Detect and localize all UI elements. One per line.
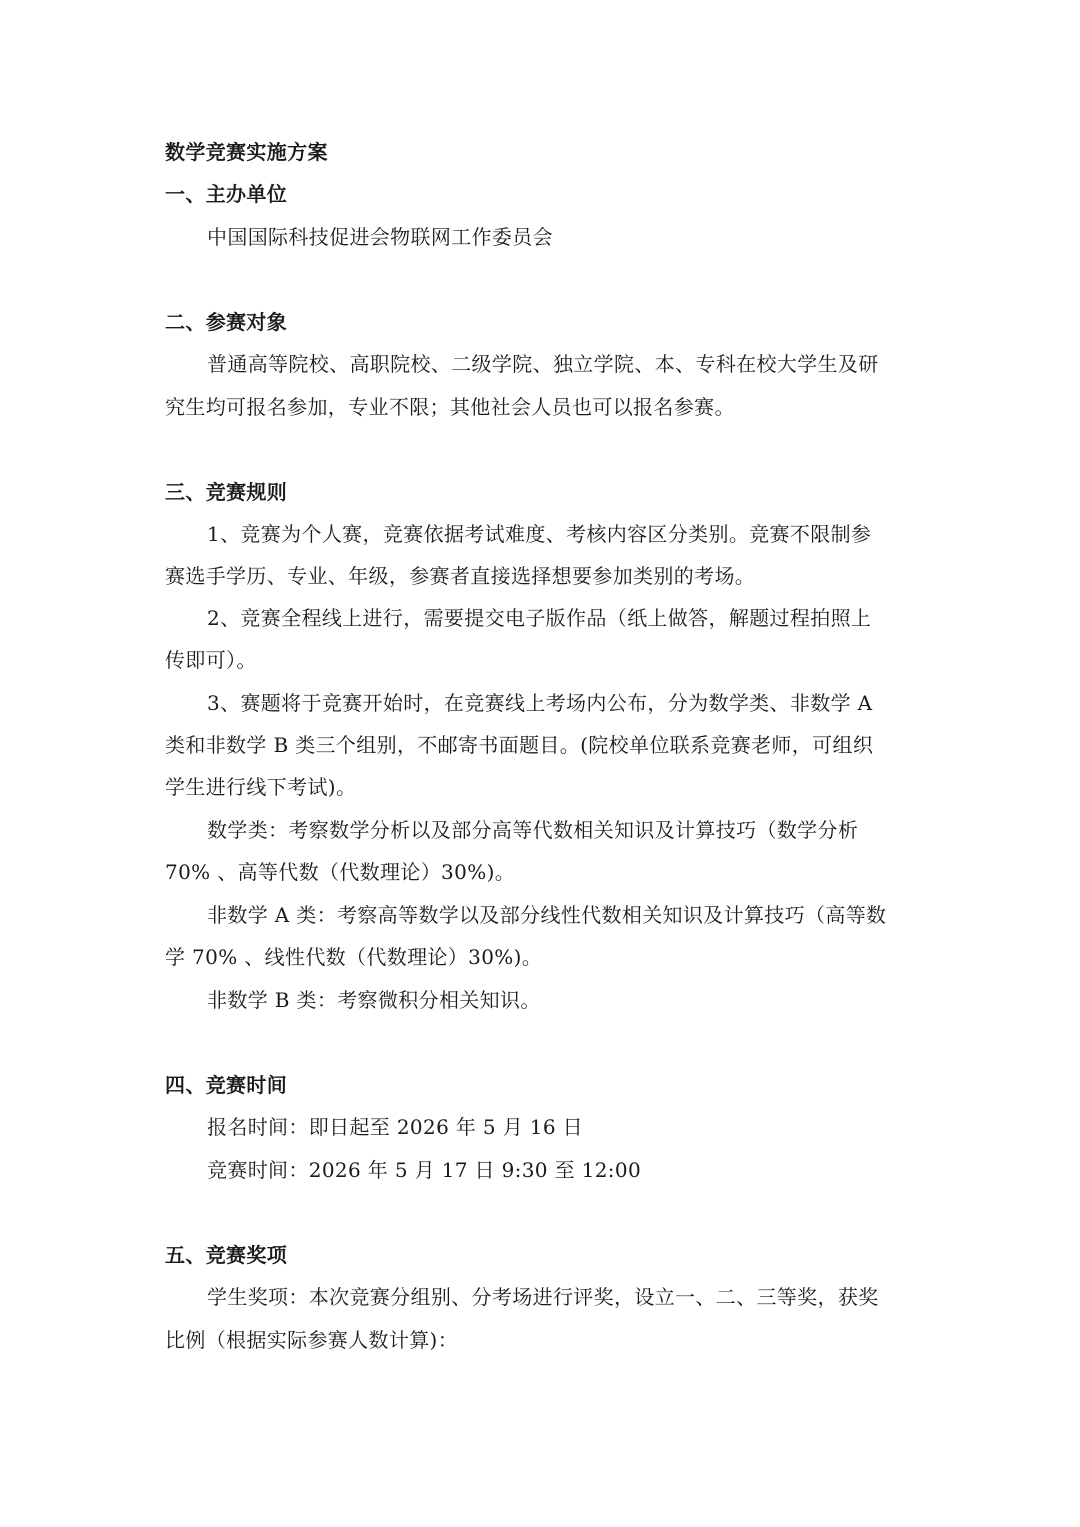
paragraph-line: 赛选手学历、专业、年级，参赛者直接选择想要参加类别的考场。 [165, 564, 756, 588]
paragraph-line: 竞赛时间：2026 年 5 月 17 日 9:30 至 12:00 [207, 1158, 642, 1182]
paragraph-line: 普通高等院校、高职院校、二级学院、独立学院、本、专科在校大学生及研 [207, 352, 879, 376]
paragraph-line: 学 70% 、线性代数（代数理论）30%)。 [165, 945, 543, 969]
paragraph-line: 3、赛题将于竞赛开始时，在竞赛线上考场内公布，分为数学类、非数学 A [207, 691, 873, 715]
paragraph-line: 70% 、高等代数（代数理论）30%)。 [165, 860, 516, 884]
paragraph-line: 比例（根据实际参赛人数计算)： [165, 1328, 459, 1352]
paragraph-line: 传即可）。 [165, 648, 257, 672]
paragraph-line: 学生进行线下考试)。 [165, 775, 357, 799]
section-heading-schedule: 四、竞赛时间 [165, 1073, 288, 1097]
section-heading-rules: 三、竞赛规则 [165, 480, 288, 504]
paragraph-line: 数学类：考察数学分析以及部分高等代数相关知识及计算技巧（数学分析 [207, 818, 859, 842]
section-heading-organizer: 一、主办单位 [165, 182, 288, 206]
paragraph-line: 非数学 B 类：考察微积分相关知识。 [207, 988, 541, 1012]
paragraph-line: 1、竞赛为个人赛，竞赛依据考试难度、考核内容区分类别。竞赛不限制参 [207, 522, 872, 546]
section-heading-participants: 二、参赛对象 [165, 310, 288, 334]
paragraph-line: 2、竞赛全程线上进行，需要提交电子版作品（纸上做答，解题过程拍照上 [207, 606, 872, 630]
document-title: 数学竞赛实施方案 [165, 140, 328, 164]
paragraph-line: 学生奖项：本次竞赛分组别、分考场进行评奖，设立一、二、三等奖，获奖 [207, 1285, 879, 1309]
paragraph-line: 究生均可报名参加，专业不限；其他社会人员也可以报名参赛。 [165, 395, 735, 419]
paragraph-line: 中国国际科技促进会物联网工作委员会 [207, 225, 553, 249]
section-heading-awards: 五、竞赛奖项 [165, 1243, 288, 1267]
paragraph-line: 非数学 A 类：考察高等数学以及部分线性代数相关知识及计算技巧（高等数 [207, 903, 887, 927]
paragraph-line: 类和非数学 B 类三个组别，不邮寄书面题目。(院校单位联系竞赛老师，可组织 [165, 733, 874, 757]
paragraph-line: 报名时间：即日起至 2026 年 5 月 16 日 [207, 1115, 583, 1139]
